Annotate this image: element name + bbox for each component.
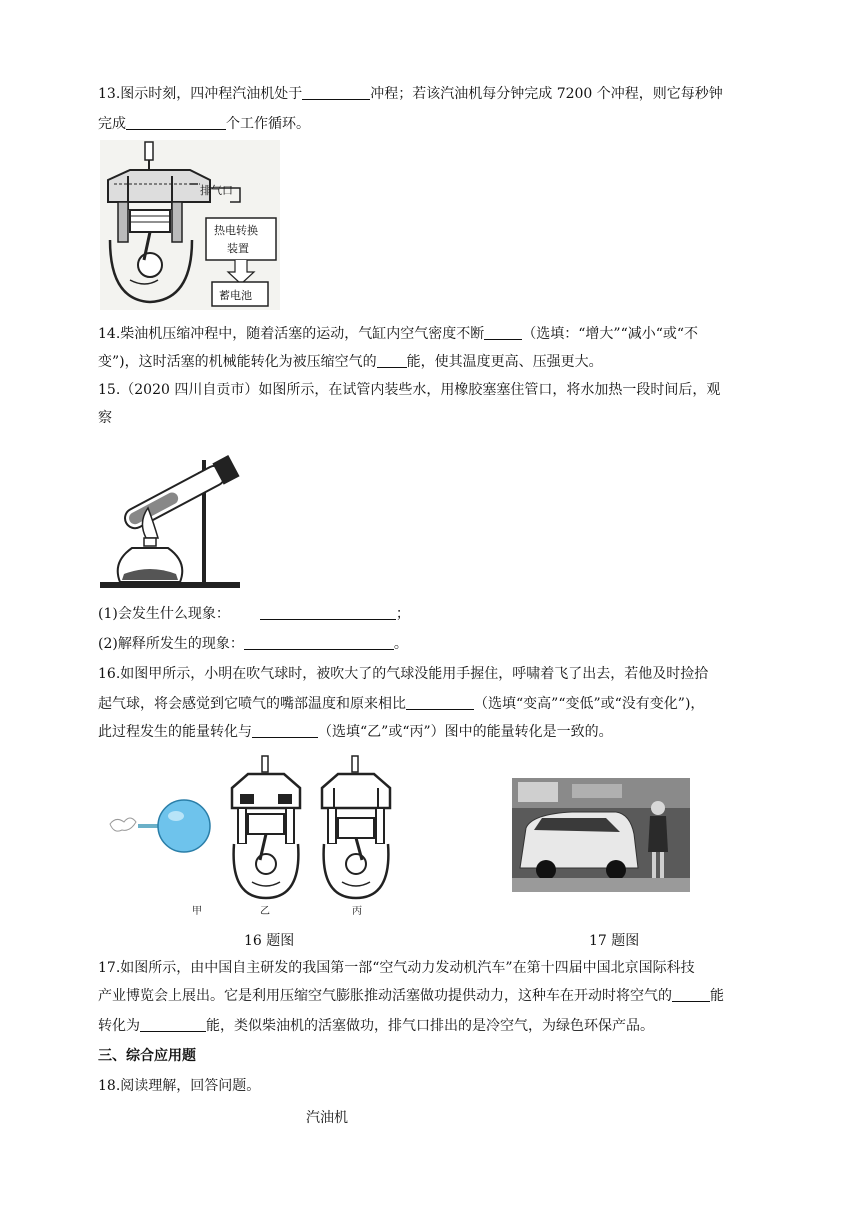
engine-bing	[322, 756, 390, 898]
q13-line2: 完成 个工作循环。	[98, 116, 310, 132]
q16-caption: 16 题图	[244, 933, 295, 949]
label-yi: 乙	[260, 906, 270, 917]
q15-blank-2[interactable]	[244, 635, 394, 650]
q13-line1: 13.图示时刻，四冲程汽油机处于 冲程；若该汽油机每分钟完成 7200 个冲程，则它每秒钟	[98, 86, 723, 102]
q14-line1: 14.柴油机压缩冲程中，随着活塞的运动，气缸内空气密度不断 （选填：“增大”“减小“或“不	[98, 326, 699, 342]
q15-test-tube-figure	[98, 438, 248, 590]
q15-blank-1[interactable]	[260, 605, 396, 620]
balloon-jia	[110, 800, 210, 852]
battery-label: 蓄电池	[219, 289, 252, 302]
q16-line3: 此过程发生的能量转化与 （选填“乙”或“丙”）图中的能量转化是一致的。	[98, 724, 613, 740]
exhaust-port-label: 排气口	[200, 184, 233, 197]
label-jia: 甲	[192, 906, 202, 917]
q15-sub1: (1)会发生什么现象： ；	[98, 606, 410, 622]
q16-figure	[102, 752, 402, 918]
section-3-heading: 三、综合应用题	[98, 1048, 196, 1064]
q17-car-photo	[512, 778, 690, 892]
q16-blank-2[interactable]	[252, 723, 318, 738]
q14-line2: 变”)，这时活塞的机械能转化为被压缩空气的 能，使其温度更高、压强更大。	[98, 354, 603, 370]
q17-caption: 17 题图	[589, 933, 640, 949]
q16-blank-1[interactable]	[406, 695, 474, 710]
q13-blank-1[interactable]	[302, 85, 370, 100]
q18-subtitle: 汽油机	[306, 1110, 348, 1126]
q18-line1: 18.阅读理解，回答问题。	[98, 1078, 261, 1094]
q13-blank-2[interactable]	[126, 115, 226, 130]
q14-blank-1[interactable]	[484, 325, 522, 340]
q17-blank-1[interactable]	[672, 987, 710, 1002]
converter-label-1: 热电转换	[214, 224, 258, 237]
q13-engine-figure	[100, 140, 280, 310]
converter-label-2: 装置	[227, 242, 249, 255]
q15-line1: 15.（2020 四川自贡市）如图所示，在试管内装些水，用橡胶塞塞住管口，将水加热一段时间后，观	[98, 382, 721, 398]
q15-sub2: (2)解释所发生的现象： 。	[98, 636, 408, 652]
q14-blank-2[interactable]	[377, 353, 407, 368]
q17-line3: 转化为 能，类似柴油机的活塞做功，排气口排出的是冷空气，为绿色环保产品。	[98, 1018, 654, 1034]
engine-yi	[232, 756, 300, 898]
q15-line2: 察	[98, 410, 112, 426]
q16-line1: 16.如图甲所示，小明在吹气球时，被吹大了的气球没能用手握住，呼啸着飞了出去，若他及时捡拾	[98, 666, 709, 682]
q16-line2: 起气球，将会感觉到它喷气的嘴部温度和原来相比 （选填“变高”“变低”或“没有变化”)，	[98, 696, 705, 712]
label-bing: 丙	[352, 906, 362, 917]
q17-line2: 产业博览会上展出。它是利用压缩空气膨胀推动活塞做功提供动力，这种车在开动时将空气的 能	[98, 988, 724, 1004]
q17-line1: 17.如图所示，由中国自主研发的我国第一部“空气动力发动机汽车”在第十四届中国北京国际科技	[98, 960, 695, 976]
q17-blank-2[interactable]	[140, 1017, 206, 1032]
